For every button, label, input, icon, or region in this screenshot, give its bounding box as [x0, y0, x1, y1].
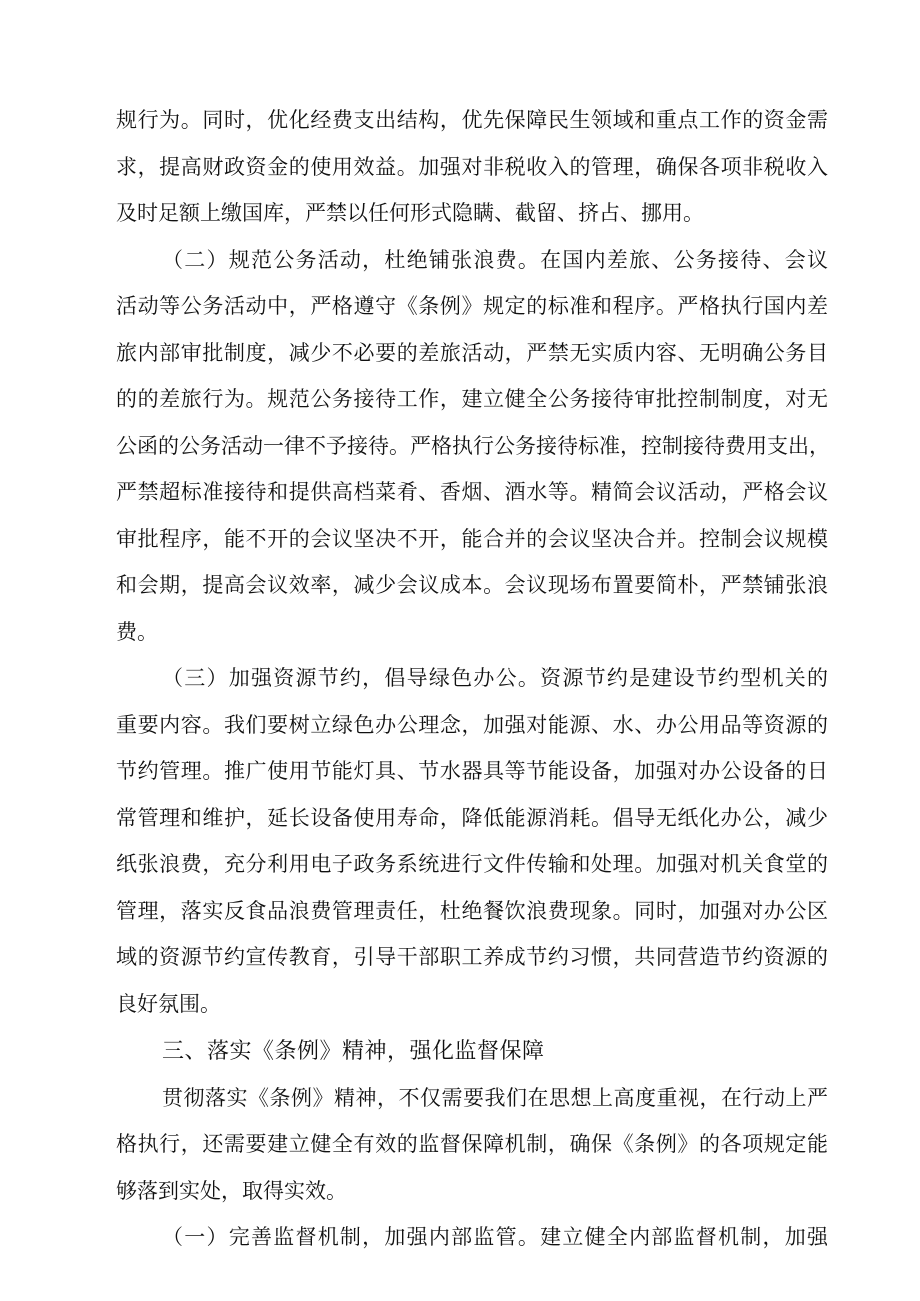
paragraph-line: 够落到实处，取得实效。: [116, 1179, 347, 1203]
paragraph-line: 公函的公务活动一律不予接待。严格执行公务接待标准，控制接待费用支出，: [116, 434, 830, 458]
paragraph-line: 活动等公务活动中，严格遵守《条例》规定的标准和程序。严格执行国内差: [116, 294, 828, 318]
paragraph-line: （三）加强资源节约，倡导绿色办公。资源节约是建设节约型机关的: [162, 666, 828, 690]
paragraph-line: 域的资源节约宣传教育，引导干部职工养成节约习惯，共同营造节约资源的: [116, 945, 828, 969]
paragraph-line: 管理，落实反食品浪费管理责任，杜绝餐饮浪费现象。同时，加强对办公区: [116, 899, 828, 923]
paragraph-line: 和会期，提高会议效率，减少会议成本。会议现场布置要简朴，严禁铺张浪: [116, 573, 828, 597]
paragraph-line: 的的差旅行为。规范公务接待工作，建立健全公务接待审批控制制度，对无: [116, 387, 828, 411]
paragraph-line: 重要内容。我们要树立绿色办公理念，加强对能源、水、办公用品等资源的: [116, 713, 828, 737]
paragraph-line: 节约管理。推广使用节能灯具、节水器具等节能设备，加强对办公设备的日: [116, 759, 828, 783]
paragraph-line: 格执行，还需要建立健全有效的监督保障机制，确保《条例》的各项规定能: [116, 1132, 828, 1156]
paragraph-line: 规行为。同时，优化经费支出结构，优先保障民生领域和重点工作的资金需: [116, 108, 828, 132]
paragraph-line: （二）规范公务活动，杜绝铺张浪费。在国内差旅、公务接待、会议: [162, 248, 828, 272]
paragraph-line: 良好氛围。: [116, 992, 221, 1016]
paragraph-line: 旅内部审批制度，减少不必要的差旅活动，严禁无实质内容、无明确公务目: [116, 341, 828, 365]
paragraph-line: 常管理和维护，延长设备使用寿命，降低能源消耗。倡导无纸化办公，减少: [116, 806, 828, 830]
paragraph-line: 纸张浪费，充分利用电子政务系统进行文件传输和处理。加强对机关食堂的: [116, 852, 828, 876]
paragraph-line: （一）完善监督机制，加强内部监管。建立健全内部监督机制，加强: [162, 1225, 828, 1249]
section-heading: 三、落实《条例》精神，强化监督保障: [162, 1039, 545, 1064]
paragraph-line: 费。: [116, 620, 158, 644]
paragraph-line: 贯彻落实《条例》精神，不仅需要我们在思想上高度重视，在行动上严: [162, 1086, 828, 1110]
paragraph-line: 及时足额上缴国库，严禁以任何形式隐瞒、截留、挤占、挪用。: [116, 201, 704, 225]
paragraph-line: 审批程序，能不开的会议坚决不开，能合并的会议坚决合并。控制会议规模: [116, 527, 828, 551]
paragraph-line: 求，提高财政资金的使用效益。加强对非税收入的管理，确保各项非税收入: [116, 155, 828, 179]
paragraph-line: 严禁超标准接待和提供高档菜肴、香烟、酒水等。精简会议活动，严格会议: [116, 480, 828, 504]
